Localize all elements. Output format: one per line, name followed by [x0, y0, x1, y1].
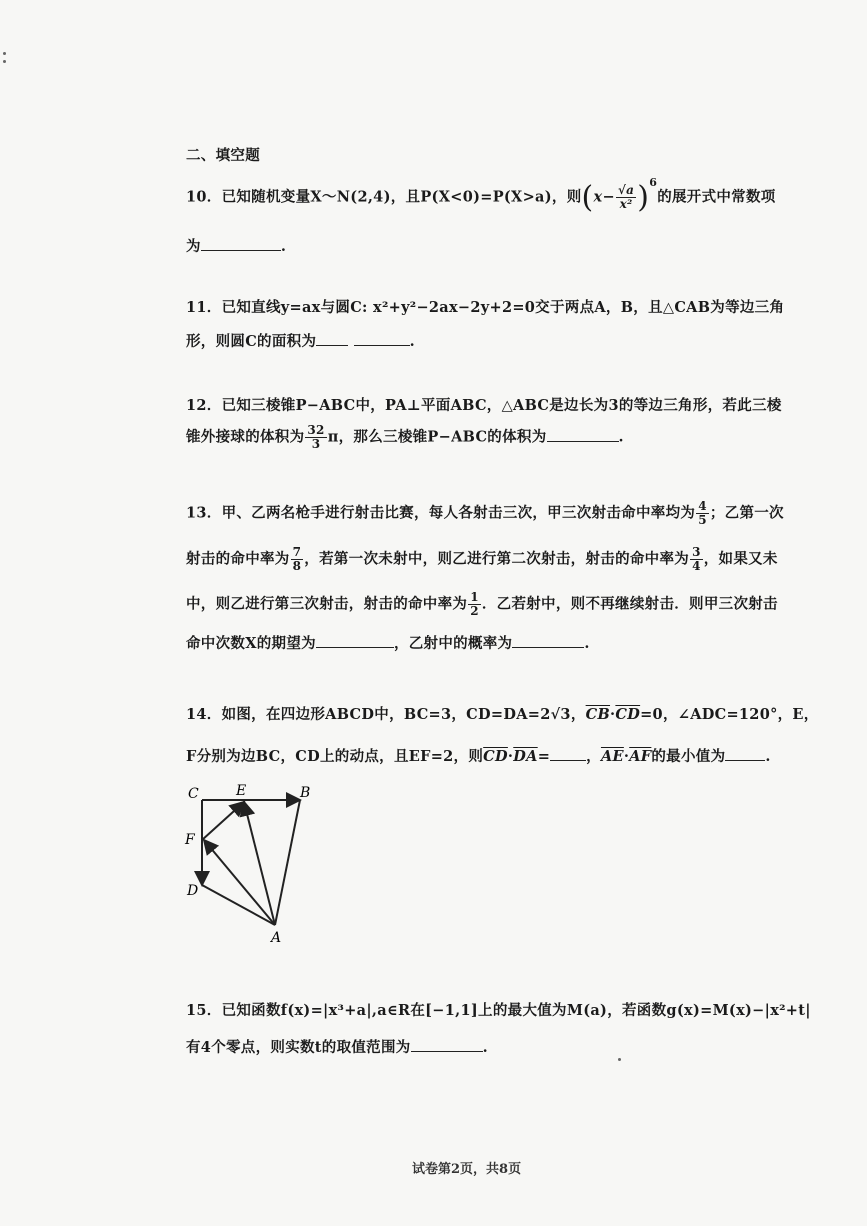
question-13-line-3 [186, 591, 778, 618]
q15-end: . [482, 1039, 488, 1056]
q14-answer-blank-2[interactable] [725, 748, 765, 761]
q11-end: . [409, 333, 415, 350]
q13-f1-num: 4 [698, 499, 707, 513]
q13-f2-den: 8 [292, 559, 302, 573]
q13-text-2b: ，若第一次未射中，则乙进行第二次射击，射击的命中率为 [304, 550, 690, 568]
segment-da [202, 885, 275, 925]
q10-paren-open: ( [581, 180, 594, 215]
q11-text-2: 形，则圆C的面积为 [186, 333, 317, 350]
q13-text-3a: 中，则乙进行第三次射击，射击的命中率为 [186, 595, 468, 613]
question-12-line-2 [186, 424, 624, 451]
page-footer: 试卷第2页，共8页 [412, 1162, 522, 1177]
question-11-line-2 [186, 330, 415, 351]
section-title: 二、填空题 [186, 147, 260, 164]
q12-text-2a: 锥外接球的体积为 [186, 428, 305, 446]
q14-text-1b: =0，∠ADC=120°，E， [640, 706, 819, 723]
margin-mark [3, 52, 6, 55]
q13-text-4b: ，乙射中的概率为 [393, 635, 513, 652]
label-f: F [185, 832, 195, 848]
q13-f2-num: 7 [292, 545, 302, 559]
q14-vector-af: $\overline{AF}$ [629, 748, 652, 765]
margin-mark [3, 60, 6, 63]
segment-fe [202, 802, 244, 840]
q12-answer-blank[interactable] [547, 429, 619, 442]
q14-dot-2: · [507, 748, 514, 765]
segment-ba [275, 800, 300, 925]
q14-vector-cd-2: $\overline{CD}$ [483, 748, 508, 765]
q12-frac-den: 3 [311, 437, 321, 451]
q11-answer-blank-b[interactable] [354, 333, 410, 346]
q13-text-3b: ．乙若射中，则不再继续射击．则甲三次射击 [481, 595, 778, 613]
label-e: E [236, 783, 247, 799]
q13-f1-den: 5 [698, 513, 707, 527]
q13-fraction-2 [291, 546, 304, 573]
q12-frac-num: 32 [307, 423, 325, 437]
q13-f4-den: 2 [470, 604, 479, 618]
label-c: C [188, 786, 199, 802]
q14-answer-blank-1[interactable] [550, 748, 586, 761]
question-12-line-1: 12．已知三棱锥P−ABC中，PA⊥平面ABC，△ABC是边长为3的等边三角形，若此三棱 [186, 397, 782, 414]
q13-fraction-3 [690, 546, 703, 573]
q13-answer-blank-1[interactable] [316, 635, 394, 648]
q10-frac-den: x² [619, 197, 633, 211]
q13-f3-num: 3 [692, 545, 701, 559]
question-11-line-1: 11．已知直线y=ax与圆C: x²+y²−2ax−2y+2=0交于两点A，B，且△CAB为等边三角 [186, 299, 785, 316]
label-a: A [271, 930, 282, 946]
q13-fraction-1 [696, 500, 709, 527]
q14-vector-cd: $\overline{CD}$ [615, 706, 641, 723]
q14-vector-da: $\overline{DA}$ [513, 748, 538, 765]
scan-speck [618, 1058, 621, 1061]
question-10-line-2 [186, 235, 286, 256]
q10-text-3: 为 [186, 238, 201, 255]
q14-text-2c: 的最小值为 [651, 748, 726, 765]
question-15-line-1: 15．已知函数f(x)=|x³+a|,a∈R在[−1,1]上的最大值为M(a)，若函数g(x)=M(x)−|x²+t| [186, 1002, 811, 1019]
q10-power: 6 [649, 175, 658, 189]
q14-sep: ， [586, 748, 601, 765]
q10-paren-close: ) [637, 180, 650, 215]
q12-end: . [618, 428, 624, 446]
question-10-line-1 [186, 175, 776, 215]
q15-answer-blank[interactable] [411, 1039, 483, 1052]
question-15-line-2 [186, 1036, 488, 1057]
q14-dot: · [610, 706, 616, 723]
question-14-line-1 [186, 703, 819, 724]
question-13-line-2 [186, 546, 778, 573]
q15-text-2: 有4个零点，则实数t的取值范围为 [186, 1039, 411, 1056]
q14-dot-3: · [623, 748, 630, 765]
q13-text-1b: ；乙第一次 [709, 504, 784, 522]
q14-text-1a: 14．如图，在四边形ABCD中，BC=3，CD=DA=2√3， [186, 706, 586, 723]
q10-text-2: 的展开式中常数项 [657, 188, 776, 206]
question-13-line-4 [186, 632, 590, 653]
q10-fraction [616, 184, 636, 211]
q12-text-2b: π，那么三棱锥P−ABC的体积为 [327, 428, 547, 446]
q13-text-4a: 命中次数X的期望为 [186, 635, 316, 652]
q10-end: . [280, 238, 287, 255]
q14-end: . [765, 748, 771, 765]
question-13-line-1 [186, 500, 784, 527]
q13-fraction-4 [468, 591, 481, 618]
quadrilateral-figure [180, 780, 330, 950]
q10-frac-num: √a [617, 183, 635, 197]
question-14-line-2 [186, 745, 771, 766]
q13-text-2a: 射击的命中率为 [186, 550, 290, 568]
q13-f4-num: 1 [470, 590, 479, 604]
q14-text-2b: = [537, 748, 551, 765]
label-d: D [187, 883, 199, 899]
q10-answer-blank[interactable] [201, 238, 281, 251]
q13-text-1a: 13．甲、乙两名枪手进行射击比赛，每人各射击三次，甲三次射击命中率均为 [186, 504, 696, 522]
q12-fraction [305, 424, 326, 451]
label-b: B [300, 785, 311, 801]
q14-vector-cb: $\overline{CB}$ [585, 706, 611, 723]
q11-answer-blank-a[interactable] [316, 333, 348, 346]
q10-binom-x: x− [593, 188, 615, 206]
q13-end: . [584, 635, 590, 652]
q13-f3-den: 4 [692, 559, 701, 573]
q10-text: 10．已知随机变量X～N(2,4)，且P(X<0)=P(X>a)，则 [186, 188, 582, 206]
q14-text-2a: F分别为边BC，CD上的动点，且EF=2，则 [186, 748, 484, 765]
q13-text-2c: ，如果又未 [703, 550, 778, 568]
q14-vector-ae: $\overline{AE}$ [600, 748, 624, 765]
q13-answer-blank-2[interactable] [512, 635, 584, 648]
